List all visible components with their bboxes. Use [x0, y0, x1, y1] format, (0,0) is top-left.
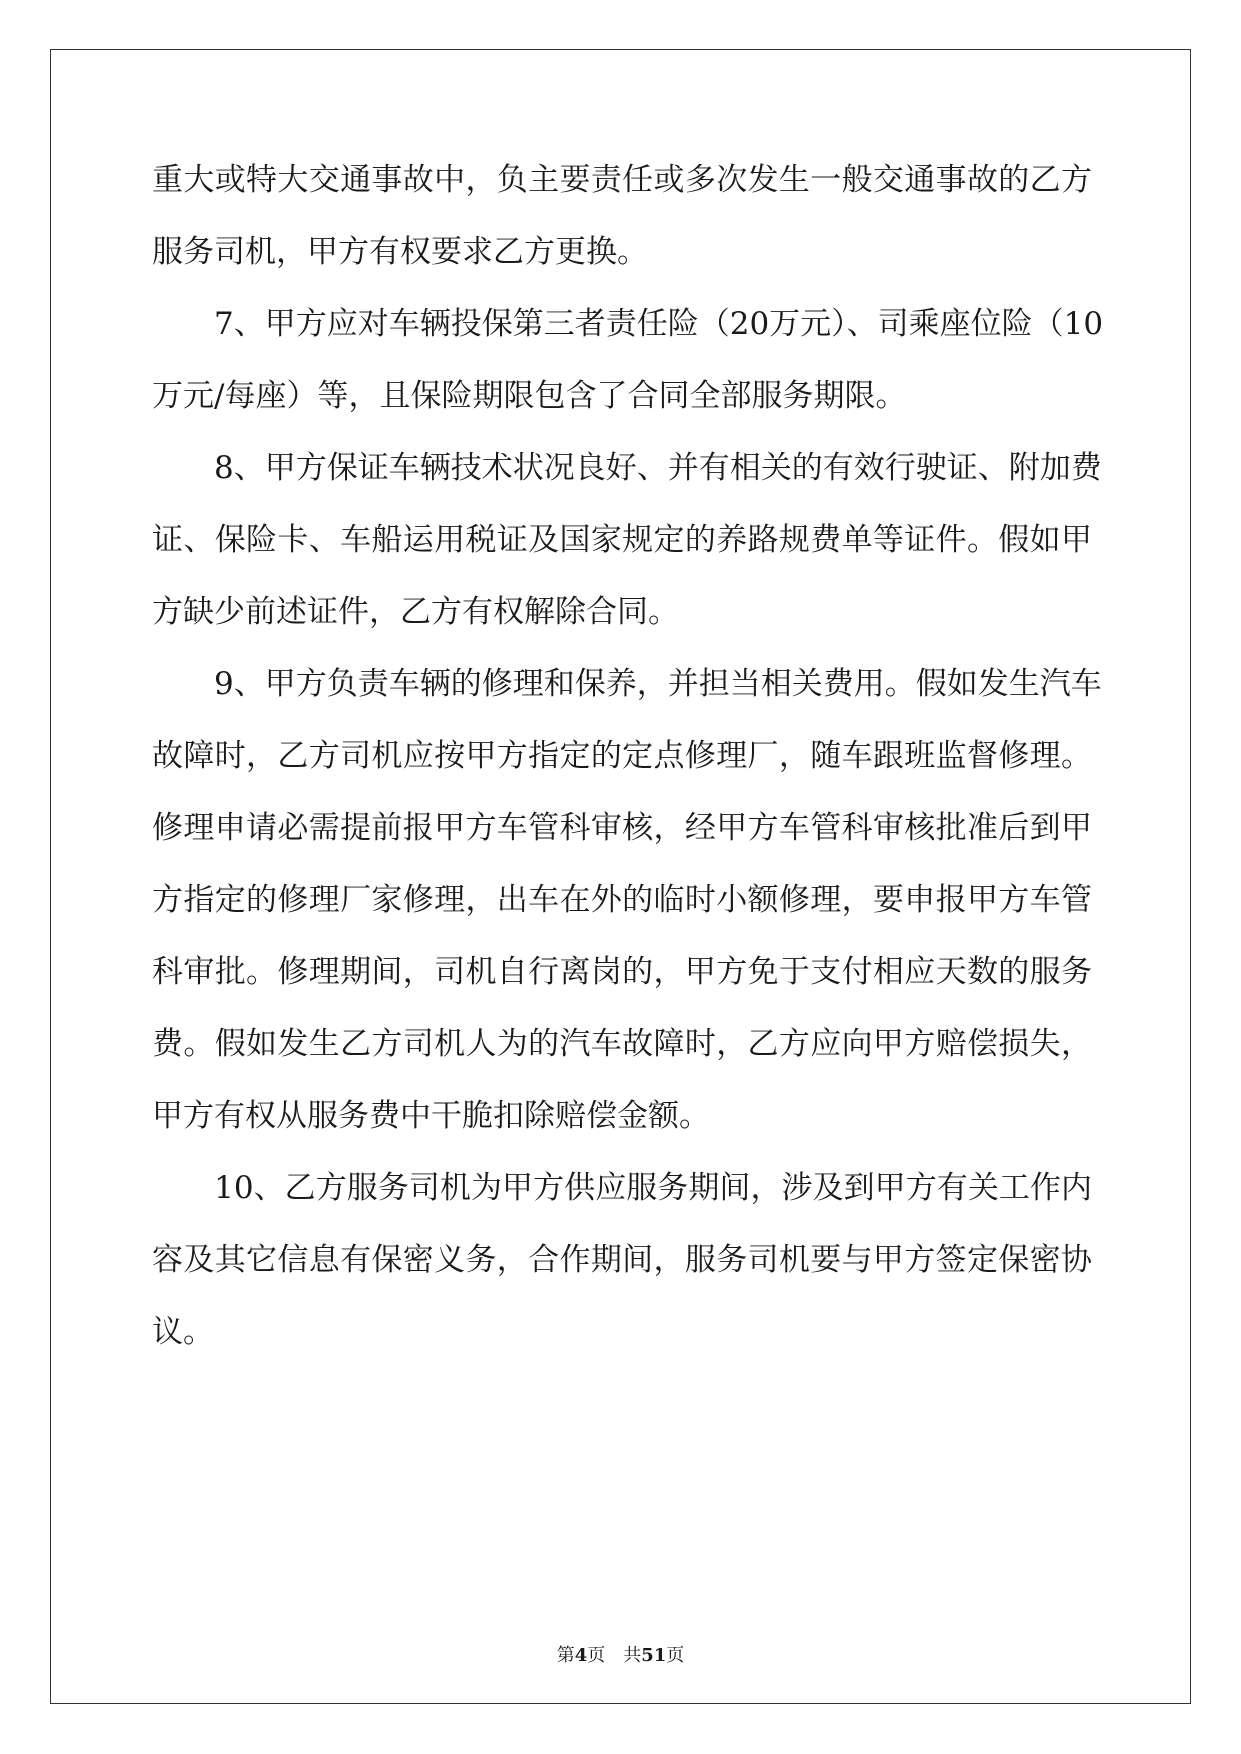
footer-page-current: 4 — [574, 1645, 588, 1666]
text-line-6: 证、保险卡、车船运用税证及国家规定的养路规费单等证件。假如甲 — [152, 522, 1092, 558]
text-line-10: 修理申请必需提前报甲方车管科审核，经甲方车管科审核批准后到甲 — [152, 810, 1092, 846]
page-border — [50, 49, 1191, 1704]
text-line-16: 容及其它信息有保密义务，合作期间，服务司机要与甲方签定保密协 — [152, 1242, 1092, 1278]
footer-page-total: 51 — [641, 1645, 667, 1666]
text-line-2: 服务司机，甲方有权要求乙方更换。 — [152, 234, 648, 270]
text-line-4: 万元/每座）等，且保险期限包含了合同全部服务期限。 — [152, 378, 907, 414]
text-line-5: 8、甲方保证车辆技术状况良好、并有相关的有效行驶证、附加费 — [152, 450, 1102, 486]
footer-total-prefix: 共 — [623, 1645, 642, 1666]
text-line-9: 故障时，乙方司机应按甲方指定的定点修理厂，随车跟班监督修理。 — [152, 738, 1092, 774]
page-footer — [0, 1645, 1241, 1667]
text-line-15: 10、乙方服务司机为甲方供应服务期间，涉及到甲方有关工作内 — [152, 1170, 1092, 1206]
text-line-11: 方指定的修理厂家修理，出车在外的临时小额修理，要申报甲方车管 — [152, 882, 1092, 918]
text-line-12: 科审批。修理期间，司机自行离岗的，甲方免于支付相应天数的服务 — [152, 954, 1092, 990]
footer-page-prefix: 第 — [556, 1645, 575, 1666]
text-line-3: 7、甲方应对车辆投保第三者责任险（20万元）、司乘座位险（10 — [152, 306, 1104, 342]
text-line-14: 甲方有权从服务费中干脆扣除赔偿金额。 — [152, 1098, 710, 1134]
footer-total-unit: 页 — [666, 1645, 685, 1666]
text-line-7: 方缺少前述证件，乙方有权解除合同。 — [152, 594, 679, 630]
text-line-17: 议。 — [152, 1314, 214, 1350]
footer-page-unit: 页 — [587, 1645, 606, 1666]
text-line-8: 9、甲方负责车辆的修理和保养，并担当相关费用。假如发生汽车 — [152, 666, 1102, 702]
text-line-1: 重大或特大交通事故中，负主要责任或多次发生一般交通事故的乙方 — [152, 162, 1092, 198]
text-line-13: 费。假如发生乙方司机人为的汽车故障时，乙方应向甲方赔偿损失， — [152, 1026, 1092, 1062]
